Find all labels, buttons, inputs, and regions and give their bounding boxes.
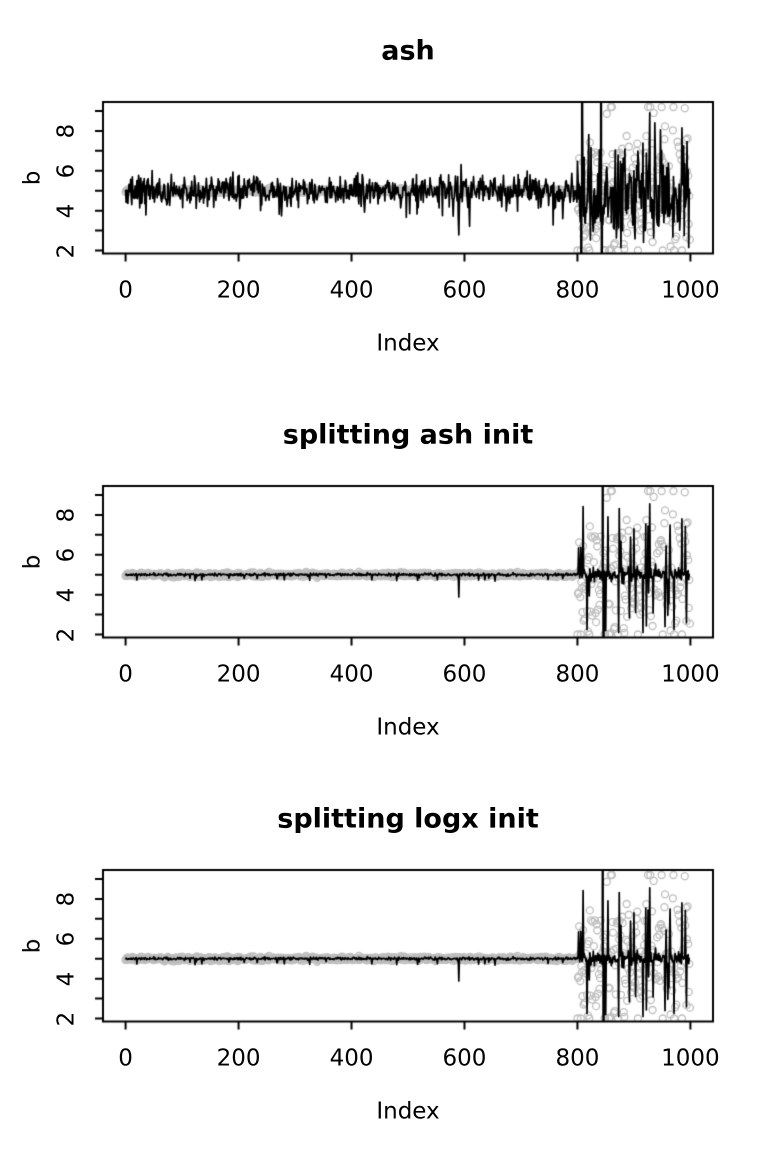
chart-panel-ash	[0, 0, 768, 384]
x-tick-label: 200	[216, 1045, 261, 1072]
y-tick-label: 4	[53, 203, 80, 218]
y-tick-label: 8	[53, 891, 80, 907]
y-tick-label: 6	[53, 931, 80, 947]
x-tick-label: 600	[442, 1045, 487, 1072]
x-tick-label: 400	[329, 277, 374, 304]
chart-title: ash	[381, 35, 435, 67]
x-tick-label: 200	[216, 661, 261, 688]
x-tick-label: 1000	[661, 661, 720, 688]
y-tick-label: 6	[53, 547, 80, 563]
x-tick-label: 0	[118, 661, 133, 688]
x-tick-label: 400	[329, 1045, 374, 1072]
y-axis-label: b	[19, 554, 46, 570]
x-tick-label: 800	[555, 661, 600, 688]
y-tick-label: 4	[53, 971, 80, 986]
chart-panel-splitting-logx-init	[0, 768, 768, 1152]
y-tick-label: 4	[53, 587, 80, 602]
x-tick-label: 800	[555, 1045, 600, 1072]
x-tick-label: 800	[555, 277, 600, 304]
x-axis-label: Index	[376, 1098, 440, 1125]
x-tick-label: 400	[329, 661, 374, 688]
y-tick-label: 6	[53, 163, 80, 179]
x-tick-label: 0	[118, 1045, 133, 1072]
x-tick-label: 1000	[661, 1045, 720, 1072]
x-axis-label: Index	[376, 330, 440, 357]
chart-title: splitting ash init	[282, 419, 534, 451]
y-tick-label: 2	[53, 1011, 80, 1026]
y-axis-label: b	[19, 938, 46, 954]
y-tick-label: 2	[53, 243, 80, 258]
y-tick-label: 8	[53, 507, 80, 523]
y-tick-label: 8	[53, 123, 80, 139]
chart-title: splitting logx init	[277, 803, 539, 835]
y-axis-label: b	[19, 170, 46, 186]
chart-panel-splitting-ash-init	[0, 384, 768, 768]
x-tick-label: 0	[118, 277, 133, 304]
x-tick-label: 200	[216, 277, 261, 304]
x-tick-label: 1000	[661, 277, 720, 304]
x-tick-label: 600	[442, 277, 487, 304]
x-axis-label: Index	[376, 714, 440, 741]
y-tick-label: 2	[53, 627, 80, 642]
x-tick-label: 600	[442, 661, 487, 688]
